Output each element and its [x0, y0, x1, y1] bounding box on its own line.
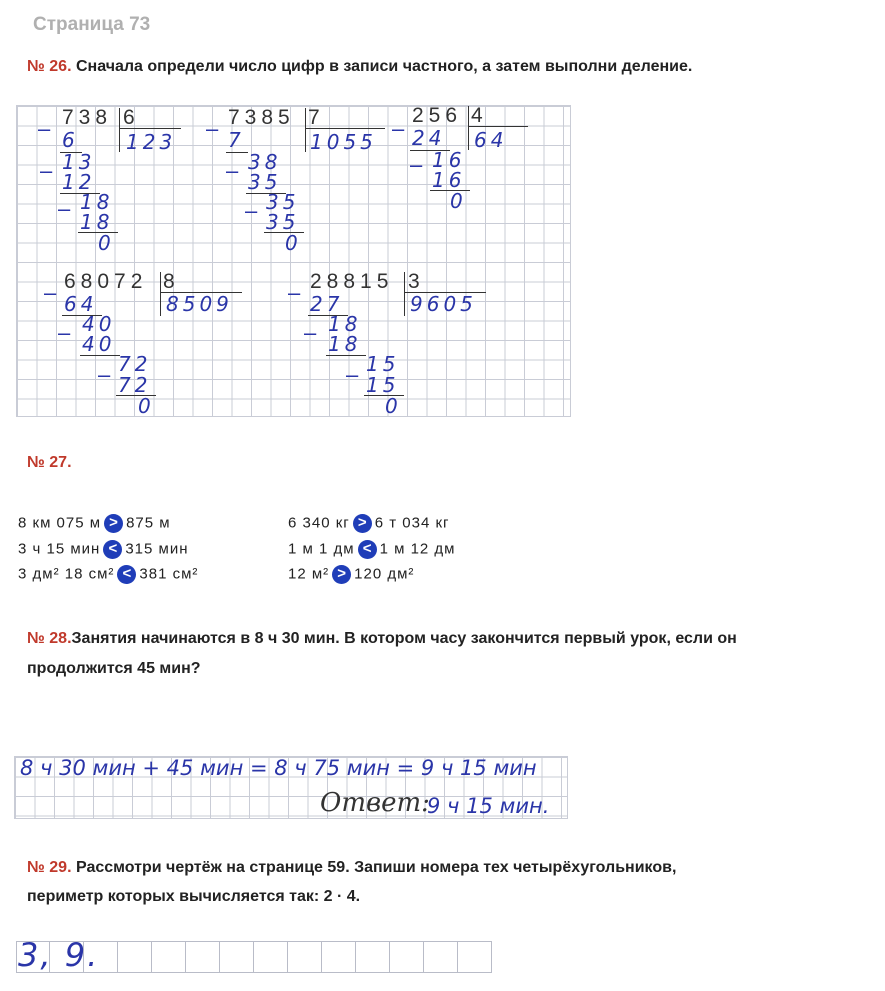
task-28-solution: 8 ч 30 мин + 45 мин = 8 ч 75 мин = 9 ч 15 мин	[20, 756, 537, 780]
division-3-row: 0	[450, 189, 467, 213]
page-title: Страница 73	[33, 14, 151, 35]
greater-sign: >	[332, 565, 351, 584]
division-5-row: 18	[328, 312, 362, 336]
task-29-text: Рассмотри чертёж на странице 59. Запиши номера тех четырёхугольников,	[75, 859, 677, 876]
division-4-row: 0	[138, 394, 155, 418]
division-2-quotient: 1055	[310, 130, 377, 154]
division-4-row: 72	[118, 352, 152, 376]
less-sign: <	[117, 565, 136, 584]
division-2-row: 7	[228, 128, 245, 152]
division-2-divisor: 7	[308, 106, 325, 129]
greater-sign: >	[353, 514, 372, 533]
division-1-row: 6	[62, 128, 79, 152]
division-2-dividend: 7385	[228, 106, 295, 129]
division-2-row: 35	[248, 170, 282, 194]
division-5-row: 27	[310, 292, 344, 316]
division-4-row: 72	[118, 373, 152, 397]
task-27-heading	[27, 448, 72, 478]
division-5-row: 15	[366, 352, 400, 376]
division-3-row: 24	[412, 126, 446, 150]
division-3-divisor: 4	[471, 104, 488, 127]
comparison-row: 3 дм² 18 см² < 381 см²	[18, 565, 199, 583]
division-3-row: 16	[432, 168, 466, 192]
division-4-row: 40	[82, 332, 116, 356]
task-29-heading	[27, 853, 676, 883]
division-5-row: 18	[328, 332, 362, 356]
task-29-answer: 3, 9.	[18, 936, 100, 974]
comparison-row: 3 ч 15 мин < 315 мин	[18, 540, 189, 558]
division-2-row: 0	[285, 231, 302, 255]
division-1-row: 13	[62, 150, 96, 174]
task-26-text: Сначала определи число цифр в записи частного, а затем выполни деление.	[75, 58, 693, 75]
division-4-quotient: 8509	[166, 292, 233, 316]
minus-sign: –	[38, 116, 51, 141]
division-3-dividend: 256	[412, 104, 463, 127]
task-28-text-2: продолжится 45 мин?	[27, 660, 201, 677]
task-29-text-2: периметр которых вычисляется так: 2 · 4.	[27, 888, 361, 905]
division-5-row: 15	[366, 373, 400, 397]
task-26-heading	[27, 52, 692, 82]
division-1-row: 12	[62, 170, 96, 194]
division-1-row: 0	[98, 231, 115, 255]
answer-label: Ответ:	[320, 788, 430, 818]
division-1-divisor: 6	[123, 106, 140, 129]
task-28-number: № 28.	[27, 630, 72, 647]
division-4-row: 64	[64, 292, 98, 316]
division-4-divisor: 8	[163, 270, 180, 293]
division-2-row: 35	[266, 190, 300, 214]
division-1-quotient: 123	[126, 130, 177, 154]
task-28-answer: 9 ч 15 мин.	[427, 794, 550, 818]
task-26-number: № 26.	[27, 58, 72, 75]
division-4-row: 40	[82, 312, 116, 336]
task-27-number: № 27.	[27, 454, 72, 471]
task-28-heading	[27, 624, 737, 654]
comparison-row: 8 км 075 м > 875 м	[18, 514, 171, 532]
division-5-row: 0	[385, 394, 402, 418]
division-5-dividend: 28815	[310, 270, 394, 293]
greater-sign: >	[104, 514, 123, 533]
division-1-row: 18	[80, 210, 114, 234]
division-4-dividend: 68072	[64, 270, 148, 293]
less-sign: <	[103, 540, 122, 559]
division-1-dividend: 738	[62, 106, 113, 129]
division-3-quotient: 64	[474, 128, 508, 152]
division-2-row: 38	[248, 150, 282, 174]
division-2-row: 35	[266, 210, 300, 234]
division-1-row: 18	[80, 190, 114, 214]
division-5-quotient: 9605	[410, 292, 477, 316]
less-sign: <	[358, 540, 377, 559]
task-29-number: № 29.	[27, 859, 72, 876]
division-3-row: 16	[432, 148, 466, 172]
division-5-divisor: 3	[408, 270, 425, 293]
comparison-row: 1 м 1 дм < 1 м 12 дм	[288, 540, 456, 558]
comparison-row: 6 340 кг > 6 т 034 кг	[288, 514, 450, 532]
comparison-row: 12 м² > 120 дм²	[288, 565, 415, 583]
task-28-text: Занятия начинаются в 8 ч 30 мин. В котором часу закончится первый урок, если он	[71, 630, 737, 647]
